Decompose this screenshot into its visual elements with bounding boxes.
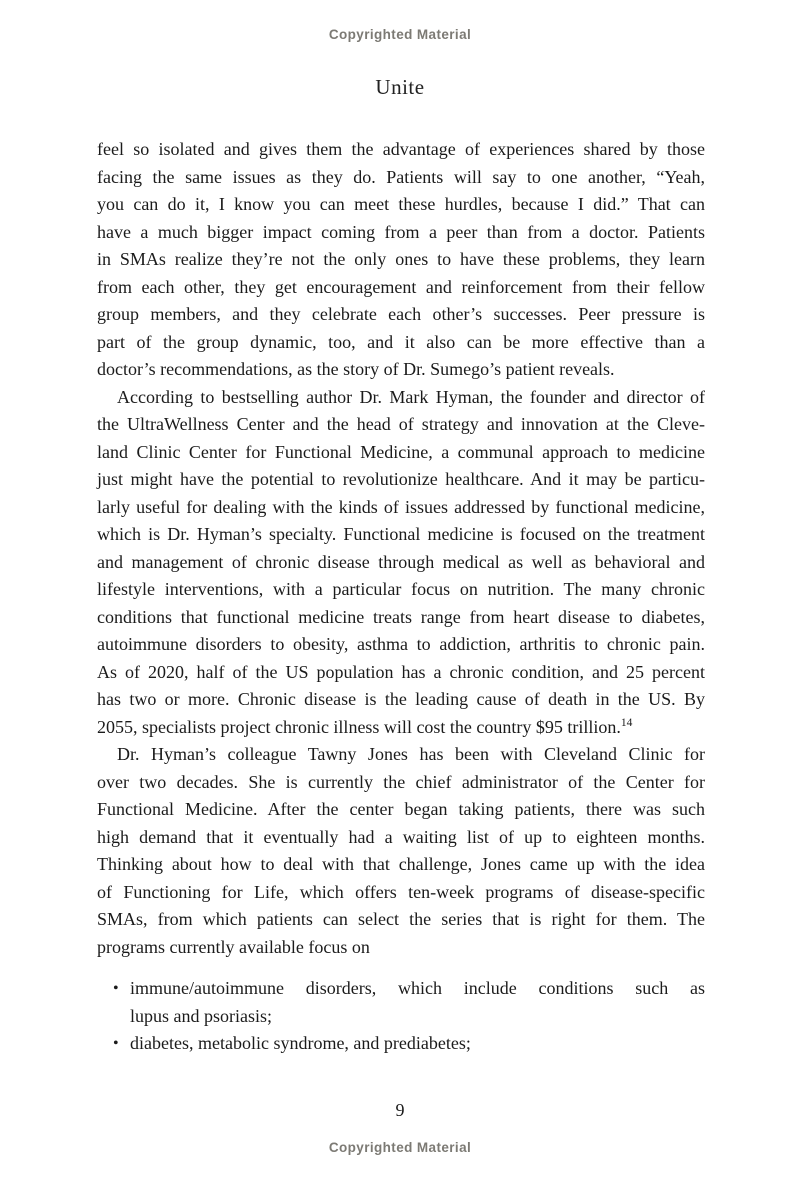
text-line: has two or more. Chronic disease is the leading cause of death in the US. By: [97, 689, 705, 709]
text-line: the UltraWellness Center and the head of strategy and innovation at the Cleve-: [97, 414, 705, 434]
list-item-text: [130, 975, 705, 1030]
text-line: diabetes, metabolic syndrome, and prediabetes;: [130, 1033, 471, 1053]
list-item: [97, 1030, 705, 1058]
page-number: 9: [395, 1100, 405, 1120]
text-line: doctor’s recommendations, as the story of Dr. Sumego’s patient reveals.: [97, 359, 615, 379]
footnote-ref: 14: [620, 716, 633, 729]
text-line: and management of chronic disease through medical as well as behavioral and: [97, 551, 705, 572]
text-line: Functional Medicine. After the center began taking patients, there was such: [97, 799, 705, 819]
running-head: Unite: [375, 75, 425, 99]
list-item-text: [130, 1030, 705, 1058]
text-line: immune/autoimmune disorders, which include conditions such as: [130, 978, 705, 998]
text-line: SMAs, from which patients can select the series that is right for them. The: [97, 909, 705, 929]
text-line: lupus and psoriasis;: [130, 1005, 272, 1026]
bullet-icon: •: [113, 980, 119, 997]
text-line: lifestyle interventions, with a particular focus on nutrition. The many chronic: [97, 579, 705, 599]
text-line-content: 2055, specialists project chronic illness will cost the country $95 trillion.: [97, 716, 621, 737]
text-line: part of the group dynamic, too, and it also can be more effective than a: [97, 331, 705, 352]
text-line: facing the same issues as they do. Patients will say to one another, “Yeah,: [97, 166, 705, 187]
copyright-notice-bottom: Copyrighted Material: [328, 1140, 472, 1155]
body-text: [97, 136, 705, 1058]
text-line: programs currently available focus on: [97, 936, 370, 957]
text-line: over two decades. She is currently the chief administrator of the Center for: [97, 771, 705, 792]
text-line: have a much bigger impact coming from a peer than from a doctor. Patients: [97, 221, 705, 242]
text-line: feel so isolated and gives them the advantage of experiences shared by those: [97, 139, 705, 159]
text-line: [97, 714, 705, 742]
text-line: which is Dr. Hyman’s specialty. Functional medicine is focused on the treatment: [97, 524, 705, 544]
text-line: group members, and they celebrate each other’s successes. Peer pressure is: [97, 304, 705, 324]
paragraph-1: [97, 136, 705, 384]
text-line: land Clinic Center for Functional Medicine, a communal approach to medicine: [97, 441, 705, 462]
paragraph-3: [97, 741, 705, 961]
text-line: As of 2020, half of the US population has a chronic condition, and 25 percent: [97, 661, 705, 682]
bullet-icon: •: [113, 1035, 119, 1052]
paragraph-2: [97, 384, 705, 742]
text-line: Thinking about how to deal with that challenge, Jones came up with the idea: [97, 854, 705, 874]
text-line: larly useful for dealing with the kinds of issues addressed by functional medicine,: [97, 496, 705, 517]
text-line: Dr. Hyman’s colleague Tawny Jones has been with Cleveland Clinic for: [117, 744, 705, 764]
text-line: you can do it, I know you can meet these hurdles, because I did.” That can: [97, 194, 705, 214]
text-line: from each other, they get encouragement and reinforcement from their fellow: [97, 276, 705, 297]
text-line: just might have the potential to revolutionize healthcare. And it may be particu-: [97, 469, 705, 489]
bullet-list: [97, 975, 705, 1058]
text-line: of Functioning for Life, which offers ten-week programs of disease-specific: [97, 881, 705, 902]
copyright-notice-top: Copyrighted Material: [328, 27, 472, 42]
text-line: autoimmune disorders to obesity, asthma to addiction, arthritis to chronic pain.: [97, 634, 705, 654]
list-item: [97, 975, 705, 1030]
text-line: According to bestselling author Dr. Mark Hyman, the founder and director of: [117, 386, 705, 407]
text-line: in SMAs realize they’re not the only ones to have these problems, they learn: [97, 249, 705, 269]
text-line: conditions that functional medicine treats range from heart disease to diabetes,: [97, 606, 705, 627]
text-line: high demand that it eventually had a waiting list of up to eighteen months.: [97, 826, 705, 847]
